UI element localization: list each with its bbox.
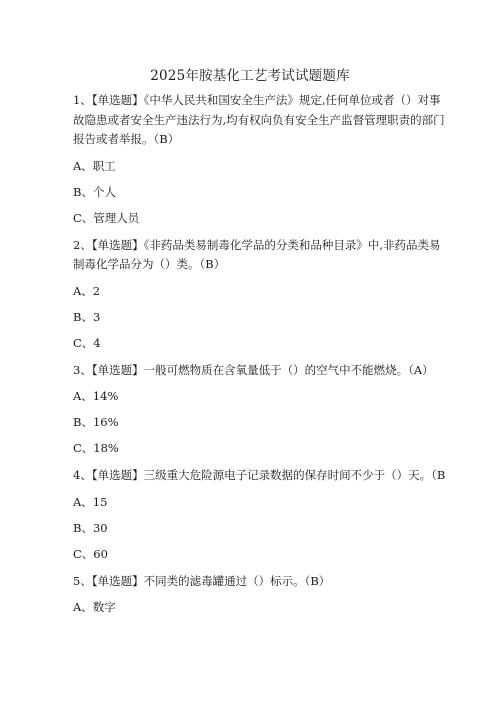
answer-option: A、14% [73, 389, 119, 403]
question-text-line: 制毒化学品分为（）类。（B） [73, 257, 226, 271]
answer-option: A、职工 [73, 158, 116, 173]
answer-option: C、60 [73, 546, 108, 561]
answer-option: B、30 [73, 520, 108, 535]
question-text-line: 报告或者举报。（B） [73, 132, 180, 146]
question-1 [73, 91, 443, 236]
question-text-line: 4、【单选题】三级重大危险源电子记录数据的保存时间不少于（）天。（B [73, 468, 446, 482]
document-title: 2025年胺基化工艺考试试题题库 [150, 68, 350, 84]
question-list [73, 91, 446, 615]
answer-option: A、2 [73, 283, 101, 298]
answer-option: A、数字 [73, 600, 116, 614]
answer-option: B、个人 [73, 184, 116, 199]
question-text-line: 1、【单选题】《中华人民共和国安全生产法》规定,任何单位或者（）对事 [73, 93, 441, 107]
question-3 [73, 361, 443, 467]
question-5 [73, 572, 443, 616]
answer-option: C、18% [73, 441, 119, 455]
question-text-line: 2、【单选题】《非药品类易制毒化学品的分类和品种目录》中,非药品类易 [73, 237, 441, 252]
question-text-line: 3、【单选题】一般可燃物质在含氧量低于（）的空气中不能燃烧。（A） [73, 362, 434, 377]
answer-option: C、4 [73, 335, 101, 350]
answer-option: B、16% [73, 415, 119, 429]
question-4 [73, 466, 446, 572]
answer-option: A、15 [73, 494, 108, 509]
answer-option: C、管理人员 [73, 210, 140, 225]
question-text-line: 5、【单选题】不同类的滤毒罐通过（）标示。（B） [73, 573, 331, 588]
question-text-line: 故隐患或者安全生产违法行为,均有权向负有安全生产监督管理职责的部门 [73, 112, 445, 127]
question-2 [73, 236, 443, 361]
answer-option: B、3 [73, 309, 101, 324]
